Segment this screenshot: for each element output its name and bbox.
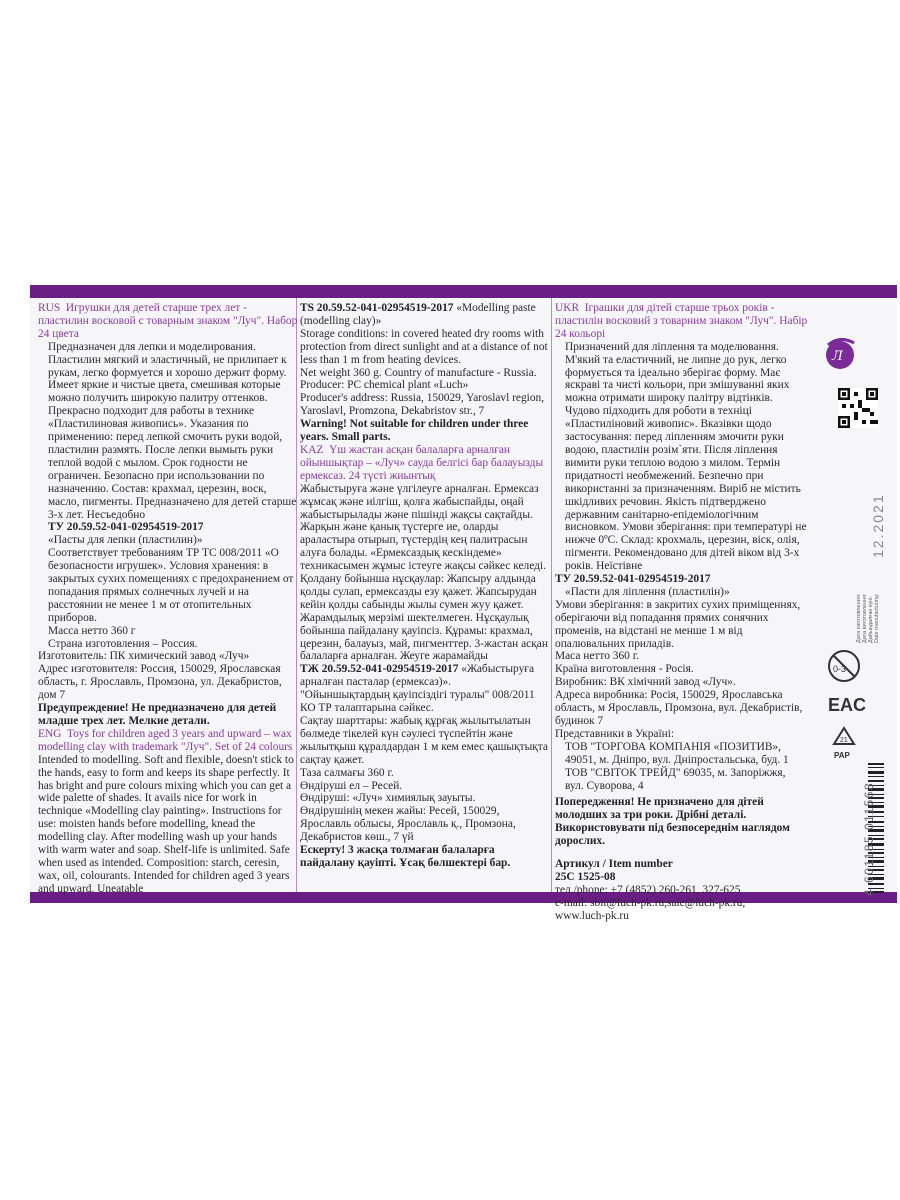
ukr-reps: Представники в Україні:	[555, 727, 675, 740]
article-number: 25С 1525-08	[555, 870, 616, 883]
age-warning-icon	[824, 648, 864, 684]
svg-text:21: 21	[840, 737, 848, 744]
rus-paste: «Пасты для лепки (пластилин)»	[48, 534, 203, 547]
rus-header: RUS Игрушки для детей старше трех лет - пластилин восковой с товарным знаком "Луч". Набор 24 цвета	[38, 302, 298, 340]
ukr-paste: «Пасти для ліплення (пластилін)»	[565, 585, 730, 598]
svg-text:Л: Л	[832, 349, 843, 364]
kaz-compliance: "Ойыншықтардың қауіпсіздігі туралы" 008/2011 КО ТР талаптарына сәйкес.	[300, 689, 535, 715]
svg-text:EAC: EAC	[828, 695, 867, 715]
kaz-storage: Сақтау шарттары: жабық құрғақ жылытылатын бөлмеде тікелей күн сәулесі түспейтін және жылытқыш құралдардан 1 м кем емес қашықтықта сақтау қажет.	[300, 715, 548, 766]
kaz-header: KAZ Үш жастан асқан балаларға арналған ойыншықтар – «Луч» сауда белгісі бар балауызды ермексаз. 24 түсті жиынтық	[300, 443, 544, 482]
rus-country: Страна изготовления – Россия.	[48, 637, 198, 650]
column-divider	[551, 298, 552, 892]
product-label	[30, 285, 897, 922]
contact-phone: тел./phone: +7 (4852) 260-261, 327-625	[555, 883, 741, 896]
rus-body: Предназначен для лепки и моделирования. Пластилин мягкий и эластичный, не прилипает к рукам, легко формуется и хорошо держит форму. Имеет яркие и чистые цвета, смешивая которые можно получить широкую палитру оттенков. Прекрасно подходит для работы в технике «Пластилиновая живопись». Указания по применению: перед лепкой смочить руки водой, пластилин размять. После лепки вымыть руки теплой водой с мылом. Срок годности не ограничен. Безопасно при использовании по назначению. Состав: крахмал, церезин, воск, масло, пигменты. Предназначено для детей старше 3-х лет. Несъедобно	[48, 340, 297, 521]
ukr-storage: Умови зберігання: в закритих сухих приміщеннях, оберігаючи від попадання прямих сонячних променів, на відстані не менше 1 м від опалювальних приладів.	[555, 598, 801, 650]
ukr-country: Країна виготовлення - Росія.	[555, 663, 694, 676]
svg-text:0-3: 0-3	[833, 664, 847, 674]
compliance-icons	[824, 648, 868, 769]
production-date: 12.2021	[870, 493, 886, 558]
ukr-mass: Маса нетто 360 г.	[555, 650, 639, 663]
ukr-tu: ТУ 20.59.52-041-02954519-2017	[555, 573, 711, 586]
eng-ts: TS 20.59.52-041-02954519-2017 «Modelling paste (modelling clay)»	[300, 302, 536, 327]
column-eng-kaz	[300, 302, 550, 870]
svg-text:PAP: PAP	[834, 751, 850, 760]
eng-producer: Producer: PC chemical plant «Luch»	[300, 379, 469, 392]
rus-compliance: Соответствует требованиям ТР ТС 008/2011 «О безопасности игрушек». Условия хранения: в закрытых сухих помещениях с предохранением от попадания прямых солнечных лучей и на расстоянии не менее 1 м от отопительных приборов.	[48, 547, 294, 624]
eng-weight: Net weight 360 g. Country of manufacture - Russia.	[300, 366, 537, 379]
rus-maker: Изготовитель: ПК химический завод «Луч»	[38, 650, 250, 663]
ukr-maker: Виробник: ВК хімічний завод «Луч».	[555, 676, 736, 689]
eng-header: ENG Toys for children aged 3 years and upward – wax modelling clay with trademark "Луч". Set of 24 colours	[38, 727, 293, 753]
column-rus-eng	[38, 302, 298, 896]
luch-logo-icon	[820, 333, 860, 373]
eac-mark-icon	[824, 689, 867, 719]
ukr-body: Призначений для ліплення та моделювання. М'який та еластичний, не липне до рук, легко формується та ідеально зберігає форму. Має яскраві та чисті кольори, при змішуванні яких можна отримати широку палітру відтінків. Чудово підходить для роботи в техніці «Пластиліновий живопис». Вказівки щодо застосування: перед ліпленням змочити руки водою, пластилін розім`яти. Після ліплення вимити руки теплою водою з милом. Термін придатності необмежений. Безпечно при використанні за призначенням. Виріб не містить шкідливих речовин. Якість підтверджено державним санітарно-епідеміологічним висновком. Умови зберігання: при температурі не нижче 0ºС. Склад: крохмаль, церезин, віск, олія, пігменти. Рекомендовано для дітей віком від 3-х років. Неїстівне	[565, 340, 807, 573]
eng-storage: Storage conditions: in covered heated dry rooms with protection from direct sunlight and at a distance of not less than 1 m from heating devices.	[300, 327, 548, 366]
eng-address: Producer's address: Russia, 150029, Yaroslavl region, Yaroslavl, Promzona, Dekabristov str., 7	[300, 392, 545, 418]
column-ukr	[555, 302, 810, 923]
ukr-header: UKR Іграшки для дітей старше трьох років - пластилін восковий з товарним знаком "Луч". Набір 24 кольорі	[555, 302, 808, 340]
rus-mass: Масса нетто 360 г	[48, 624, 136, 637]
barcode-number: 4 601185 011568	[862, 781, 876, 896]
qr-code-icon	[838, 388, 878, 428]
kaz-address: Өндірушінің мекен жайы: Ресей, 150029, Ярославль облысы, Ярославль қ., Промзона, Декабристов көш., 7 үй	[300, 805, 516, 844]
kaz-mass: Таза салмағы 360 г.	[300, 766, 394, 779]
ukr-rep1b: 49051, м. Дніпро, вул. Дніпростальська, буд. 1	[565, 753, 789, 766]
contact-site: www.luch-pk.ru	[555, 909, 629, 922]
rus-tu: ТУ 20.59.52-041-02954519-2017	[48, 521, 204, 534]
rus-address: Адрес изготовителя: Россия, 150029, Ярославская область, г. Ярославль, Промзона, ул. Декабристов, дом 7	[38, 663, 282, 702]
article-label: Артикул / Item number	[555, 858, 673, 871]
manufacture-date-labels: Дата изготовления: Дата виготовлення: Дайындалған күні: Date manufacturing:	[856, 593, 880, 643]
ukr-rep1: ТОВ "ТОРГОВА КОМПАНІЯ «ПОЗИТИВ»,	[565, 740, 781, 753]
ukr-warning: Попередження! Не призначено для дітей молодших за три роки. Дрібні деталі. Використовувати під безпосереднім наглядом дорослих.	[555, 796, 790, 848]
kaz-maker: Өндіруші: «Луч» химиялық зауыты.	[300, 792, 476, 805]
rus-warning: Предупреждение! Не предназначено для детей младше трех лет. Мелкие детали.	[38, 702, 277, 727]
ukr-rep2b: вул. Суворова, 4	[565, 779, 644, 792]
ukr-rep2: ТОВ "СВІТОК ТРЕЙД" 69035, м. Запоріжжя,	[565, 766, 786, 779]
eng-warning: Warning! Not suitable for children under three years. Small parts.	[300, 418, 529, 444]
kaz-tzh: ТЖ 20.59.52-041-02954519-2017 «Жабыстыруға арналған пасталар (ермексаз)».	[300, 663, 535, 689]
contact-email: e-mail: sbit@luch-pk.ru,sale@luch-pk.ru,	[555, 896, 746, 909]
recycle-icon	[824, 724, 864, 764]
ukr-address: Адреса виробника: Росія, 150029, Ярославська область, м Ярославль, Промзона, вул. Декабристів, будинок 7	[555, 689, 803, 727]
kaz-body: Жабыстыруға және үлгілеуге арналған. Ермексаз жұмсақ және иілгіш, қолға жабыспайды, оңай жабыстырылады және пішінді жақсы сақтайды. Жарқын және қанық түстерге ие, оларды араластыра отырып, түстердің кең палитрасын алуға болады. «Ермексаздық кескіндеме» техникасымен жұмыс істеуге жақсы сәйкес келеді. Қолдану бойынша нұсқаулар: Жапсыру алдында қолды сулап, ермексазды езу қажет. Жапсырудан кейін қолды сабынды жылы сумен жуу қажет. Жарамдылық мерзімі шектелмеген. Нұсқаулық бойынша пайдалану қауіпсіз. Құрамы: крахмал, церезин, балауыз, май, пигменттер. 3-жастан асқан балаларға арналған. Жеуге жарамайды	[300, 482, 548, 663]
kaz-country: Өндіруші ел – Ресей.	[300, 779, 403, 792]
eng-body: Intended to modelling. Soft and flexible, doesn't stick to the hands, easy to form and keeps its shape perfectly. It has bright and pure colours mixing which you can get a wide palette of shades. It avails nice for work in technique «Modelling clay painting». Instructions for use: moisten hands before modelling, knead the modelling clay. After modelling wash up your hands with warm water and soap. Shelf-life is unlimited. Safe when used as intended. Composition: starch, ceresin, wax, oil, colourants. Intended for children aged 3 years and upward. Uneatable	[38, 753, 294, 895]
kaz-warning: Ескерту! 3 жасқа толмаған балаларға пайдалану қауіпті. Ұсақ бөлшектері бар.	[300, 844, 511, 869]
